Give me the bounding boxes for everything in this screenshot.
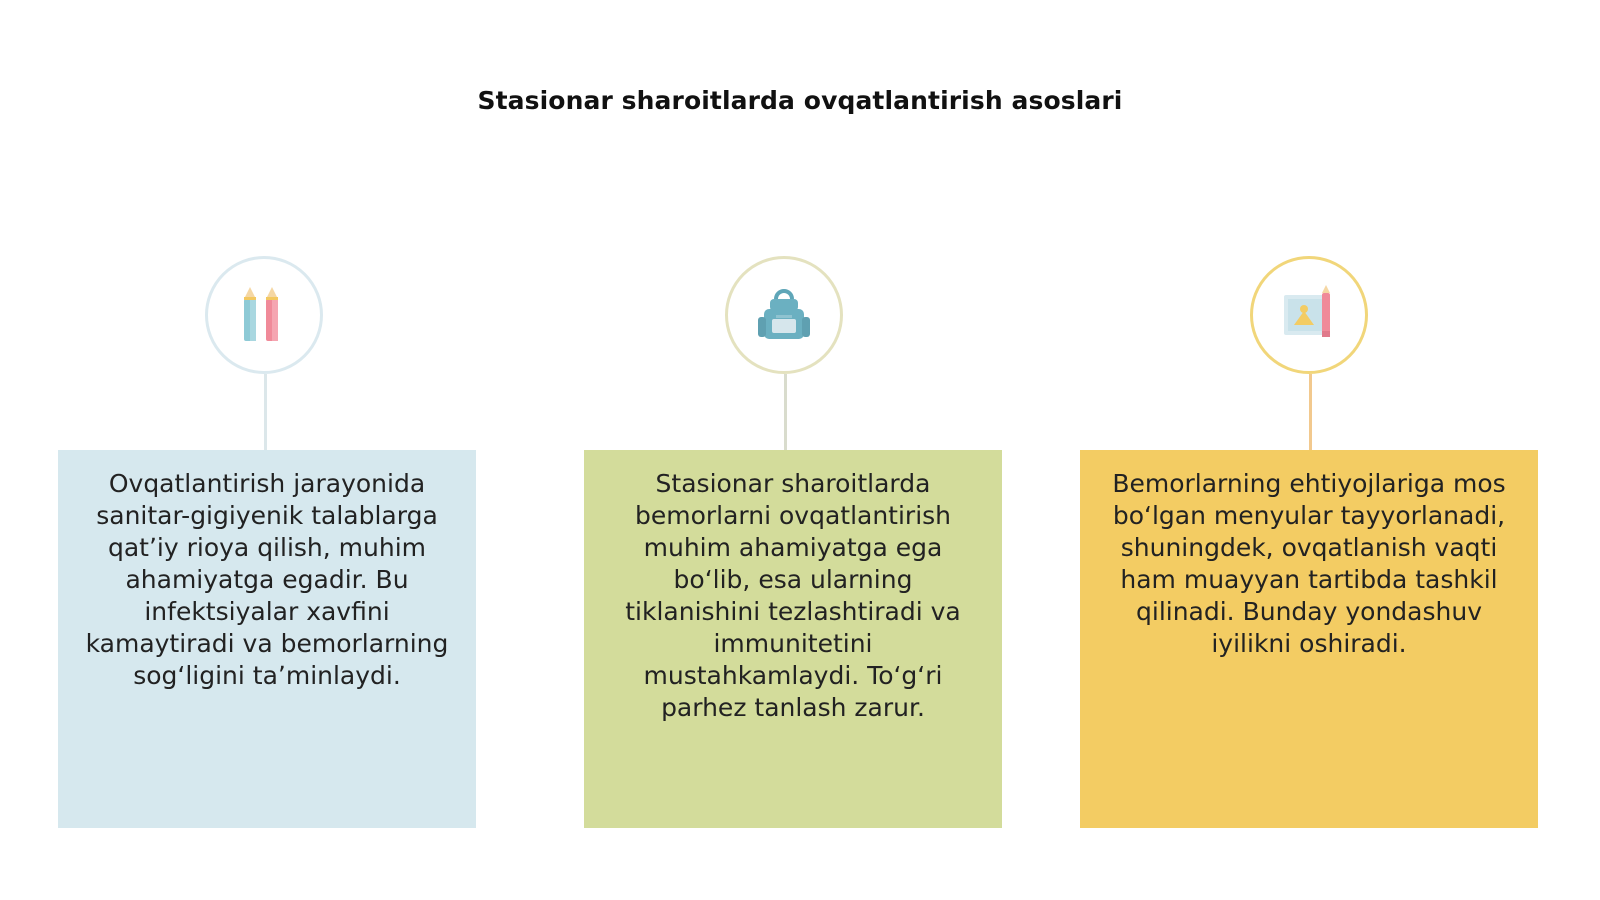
card-menus <box>1080 450 1538 828</box>
drawing-board-icon <box>1278 285 1340 345</box>
pencils-icon <box>236 283 292 347</box>
page-title: Stasionar sharoitlarda ovqatlantirish asoslari <box>477 86 1123 115</box>
connector-2 <box>784 374 787 450</box>
connector-3 <box>1309 374 1312 450</box>
circle-drawing-board <box>1250 256 1368 374</box>
card-text: Bemorlarning ehtiyojlariga mos boʻlgan menyular tayyorlanadi, shuningdek, ovqatlanish vaqti ham muayyan tartibda tashkil qilinadi. Bunday yondashuv iyilikni oshiradi. <box>1112 469 1506 658</box>
card-sanitary <box>58 450 476 828</box>
backpack-icon <box>754 285 814 345</box>
card-text: Stasionar sharoitlarda bemorlarni ovqatlantirish muhim ahamiyatga ega boʻlib, esa ularning tiklanishini tezlashtiradi va immunitetini mustahkamlaydi. Toʻgʻri parhez tanlash zarur. <box>625 469 961 722</box>
circle-pencils <box>205 256 323 374</box>
connector-1 <box>264 374 267 450</box>
card-text: Ovqatlantirish jarayonida sanitar-gigiyenik talablarga qatʼiy rioya qilish, muhim ahamiyatga egadir. Bu infektsiyalar xavfini kamaytiradi va bemorlarning sogʻligini taʼminlaydi. <box>85 469 449 690</box>
circle-backpack <box>725 256 843 374</box>
card-importance <box>584 450 1002 828</box>
